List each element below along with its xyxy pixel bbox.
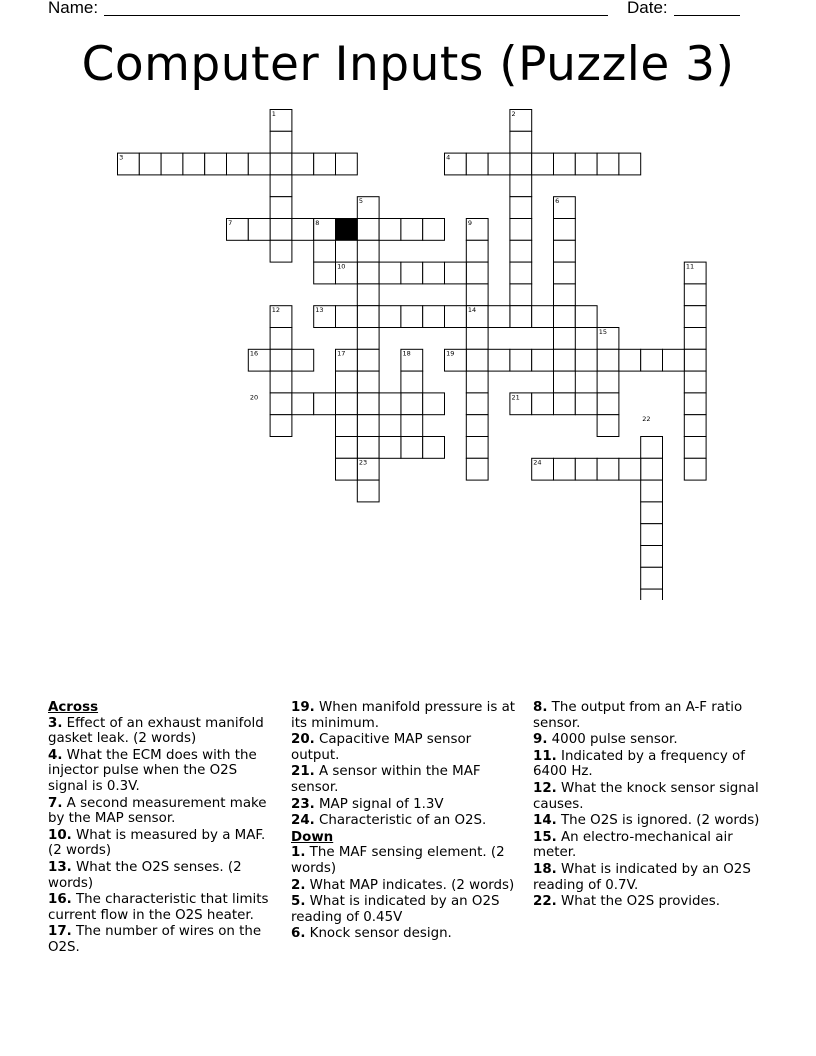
- clue-item-text: The MAF sensing element. (2 words): [291, 845, 505, 876]
- grid-cell[interactable]: [663, 349, 685, 371]
- grid-cell[interactable]: [466, 240, 488, 262]
- grid-cell[interactable]: [466, 306, 488, 328]
- clue-item-text: The output from an A-F ratio sensor.: [533, 700, 743, 731]
- clue-item: [48, 716, 276, 747]
- grid-cell[interactable]: [357, 480, 379, 502]
- grid-cell[interactable]: [510, 153, 532, 175]
- clue-item: [291, 845, 519, 876]
- grid-cell[interactable]: [401, 371, 423, 393]
- grid-cell[interactable]: [466, 349, 488, 371]
- grid-cell[interactable]: [466, 219, 488, 241]
- grid-cell[interactable]: [401, 219, 423, 241]
- grid-cell[interactable]: [314, 306, 336, 328]
- grid-cell[interactable]: [357, 306, 379, 328]
- grid-cell[interactable]: [379, 262, 401, 284]
- grid-cell[interactable]: [510, 306, 532, 328]
- grid-cell[interactable]: [554, 458, 576, 480]
- clue-number: 15: [598, 327, 607, 336]
- grid-cell[interactable]: [357, 437, 379, 459]
- clue-item: [533, 749, 769, 780]
- clue-number: 10: [337, 262, 346, 271]
- clue-item-number: 10.: [48, 827, 72, 843]
- grid-cell[interactable]: [314, 219, 336, 241]
- clue-item-text: The number of wires on the O2S.: [48, 924, 262, 955]
- across-heading: Across: [48, 700, 99, 715]
- black-cell: [336, 219, 358, 241]
- clue-item-number: 19.: [291, 700, 315, 715]
- grid-cell[interactable]: [684, 371, 706, 393]
- grid-cell[interactable]: [357, 197, 379, 219]
- down-clue-list-continued: [533, 700, 769, 910]
- grid-cell[interactable]: [357, 415, 379, 437]
- clue-item-text: When manifold pressure is at its minimum.: [291, 700, 516, 731]
- grid-cell[interactable]: [401, 306, 423, 328]
- clue-number: 7: [228, 218, 233, 227]
- clue-item-number: 5.: [291, 894, 306, 910]
- clue-item: [533, 894, 769, 910]
- grid-cell[interactable]: [379, 306, 401, 328]
- grid-cell[interactable]: [292, 219, 314, 241]
- grid-cell[interactable]: [619, 458, 641, 480]
- grid-cell[interactable]: [510, 110, 532, 132]
- grid-cell[interactable]: [619, 153, 641, 175]
- grid-cell[interactable]: [684, 458, 706, 480]
- clue-item: [48, 796, 276, 827]
- clue-item: [291, 813, 519, 829]
- grid-cell[interactable]: [597, 415, 619, 437]
- grid-cell[interactable]: [423, 437, 445, 459]
- clue-number: 13: [315, 306, 324, 315]
- clue-item-number: 6.: [291, 926, 306, 942]
- clue-item-number: 17.: [48, 924, 72, 940]
- clue-item-number: 16.: [48, 892, 72, 908]
- clue-number: 5: [358, 197, 364, 206]
- clue-number: 18: [402, 349, 411, 358]
- grid-cell[interactable]: [510, 175, 532, 197]
- clue-number: 20: [249, 393, 259, 402]
- clue-item-number: 22.: [533, 894, 557, 910]
- grid-cell[interactable]: [270, 110, 292, 132]
- clue-item: [533, 700, 769, 731]
- grid-cell[interactable]: [575, 349, 597, 371]
- grid-cell[interactable]: [597, 349, 619, 371]
- grid-cell[interactable]: [357, 262, 379, 284]
- grid-cell[interactable]: [554, 349, 576, 371]
- clue-item-number: 14.: [533, 813, 557, 829]
- grid-cell[interactable]: [445, 262, 467, 284]
- grid-cell[interactable]: [248, 153, 270, 175]
- grid-cell[interactable]: [641, 502, 663, 524]
- clue-number: 1: [271, 109, 276, 118]
- clue-item: [291, 878, 519, 894]
- grid-cell[interactable]: [357, 219, 379, 241]
- grid-cell[interactable]: [554, 219, 576, 241]
- grid-cell[interactable]: [445, 306, 467, 328]
- grid-cell[interactable]: [575, 153, 597, 175]
- grid-cell[interactable]: [270, 153, 292, 175]
- grid-cell[interactable]: [554, 284, 576, 306]
- grid-cell[interactable]: [466, 371, 488, 393]
- name-label: Name:: [48, 0, 99, 17]
- grid-cell[interactable]: [270, 393, 292, 415]
- grid-cell[interactable]: [510, 240, 532, 262]
- header: [48, 0, 748, 20]
- clue-item-text: The characteristic that limits current flow in the O2S heater.: [48, 892, 269, 923]
- grid-cell[interactable]: [684, 349, 706, 371]
- clue-item-text: Capacitive MAP sensor output.: [291, 732, 472, 763]
- clue-number: 2: [511, 109, 516, 118]
- grid-cell[interactable]: [466, 437, 488, 459]
- grid-cell[interactable]: [292, 393, 314, 415]
- clue-item-number: 3.: [48, 715, 63, 731]
- grid-cell[interactable]: [466, 328, 488, 350]
- grid-cell[interactable]: [270, 131, 292, 153]
- grid-cell[interactable]: [270, 349, 292, 371]
- grid-cell[interactable]: [510, 349, 532, 371]
- grid-cell[interactable]: [336, 349, 358, 371]
- clue-item-number: 7.: [48, 795, 63, 811]
- clue-item-number: 2.: [291, 877, 306, 893]
- clue-item: [291, 797, 519, 813]
- grid-cell[interactable]: [466, 153, 488, 175]
- grid-cell[interactable]: [270, 306, 292, 328]
- grid-cell[interactable]: [532, 349, 554, 371]
- grid-cell[interactable]: [118, 153, 140, 175]
- grid-cell[interactable]: [357, 349, 379, 371]
- grid-cell[interactable]: [314, 393, 336, 415]
- clue-item-text: What the O2S provides.: [556, 894, 720, 910]
- grid-cell[interactable]: [554, 240, 576, 262]
- grid-cell[interactable]: [466, 415, 488, 437]
- grid-cell[interactable]: [510, 131, 532, 153]
- clue-item: [48, 860, 276, 891]
- grid-cell[interactable]: [575, 306, 597, 328]
- clue-number: 16: [249, 349, 259, 358]
- grid-cell[interactable]: [684, 284, 706, 306]
- grid-cell[interactable]: [684, 262, 706, 284]
- grid-cell[interactable]: [510, 393, 532, 415]
- grid-cell[interactable]: [532, 153, 554, 175]
- grid-cell[interactable]: [597, 393, 619, 415]
- grid-cell[interactable]: [357, 393, 379, 415]
- clue-number: 19: [446, 349, 455, 358]
- grid-cell[interactable]: [488, 306, 510, 328]
- grid-cell[interactable]: [314, 240, 336, 262]
- grid-cell[interactable]: [357, 458, 379, 480]
- clue-item: [291, 894, 519, 925]
- clue-number: 14: [467, 306, 477, 315]
- page-title: Computer Inputs (Puzzle 3): [81, 37, 735, 92]
- grid-cell[interactable]: [270, 328, 292, 350]
- grid-cell[interactable]: [597, 371, 619, 393]
- grid-cell[interactable]: [554, 153, 576, 175]
- clue-item-number: 11.: [533, 748, 557, 764]
- grid-cell[interactable]: [336, 393, 358, 415]
- grid-cell[interactable]: [466, 284, 488, 306]
- grid-cell[interactable]: [641, 480, 663, 502]
- grid-cell[interactable]: [597, 458, 619, 480]
- grid-cell[interactable]: [423, 393, 445, 415]
- clue-item-text: Effect of an exhaust manifold gasket leak. (2 words): [48, 715, 264, 747]
- grid-cell[interactable]: [684, 306, 706, 328]
- grid-cell[interactable]: [161, 153, 183, 175]
- clue-item-text: A second measurement make by the MAP sensor.: [48, 795, 267, 827]
- clue-item-text: What is indicated by an O2S reading of 0.7V.: [533, 861, 751, 893]
- grid-cell[interactable]: [554, 393, 576, 415]
- clue-item-text: What MAP indicates. (2 words): [305, 877, 515, 893]
- grid-cell[interactable]: [554, 197, 576, 219]
- clue-item: [291, 764, 519, 795]
- grid-cell[interactable]: [488, 349, 510, 371]
- clue-item-text: What is measured by a MAF. (2 words): [48, 827, 266, 859]
- grid-cell[interactable]: [510, 262, 532, 284]
- grid-cell[interactable]: [336, 458, 358, 480]
- grid-cell[interactable]: [554, 262, 576, 284]
- date-label: Date:: [627, 0, 668, 17]
- grid-cell[interactable]: [641, 458, 663, 480]
- grid-cell[interactable]: [401, 415, 423, 437]
- clue-number: 11: [685, 262, 695, 271]
- grid-cell[interactable]: [488, 153, 510, 175]
- clue-item: [291, 926, 519, 942]
- clue-item: [291, 700, 519, 731]
- grid-cell[interactable]: [641, 349, 663, 371]
- clue-item: [48, 924, 276, 955]
- clue-number: 4: [446, 153, 451, 162]
- across-clue-list: [48, 716, 276, 956]
- clue-item: [533, 781, 769, 812]
- grid-cell[interactable]: [554, 306, 576, 328]
- clue-item-number: 15.: [533, 829, 557, 845]
- clue-item: [533, 830, 769, 861]
- grid-cell[interactable]: [227, 153, 249, 175]
- down-heading: Down: [291, 829, 334, 845]
- grid-cell[interactable]: [336, 262, 358, 284]
- clue-number: 8: [315, 218, 320, 227]
- clue-number: 3: [119, 153, 124, 162]
- clue-item-number: 20.: [291, 732, 315, 748]
- grid-cell[interactable]: [532, 306, 554, 328]
- grid-cell[interactable]: [641, 524, 663, 546]
- grid-cell[interactable]: [336, 437, 358, 459]
- grid-cell[interactable]: [314, 153, 336, 175]
- grid-cell[interactable]: [423, 219, 445, 241]
- down-clue-list: [291, 845, 519, 942]
- grid-cell[interactable]: [684, 415, 706, 437]
- clue-number: 17: [337, 349, 346, 358]
- clue-item: [533, 732, 769, 748]
- clue-item-number: 18.: [533, 861, 557, 877]
- clue-item-text: MAP signal of 1.3V: [314, 796, 444, 812]
- grid-cell[interactable]: [445, 349, 467, 371]
- grid-cell[interactable]: [336, 415, 358, 437]
- clue-number: 12: [271, 306, 280, 315]
- grid-cell[interactable]: [270, 197, 292, 219]
- grid-cell[interactable]: [641, 589, 663, 600]
- grid-cell[interactable]: [139, 153, 161, 175]
- grid-cell[interactable]: [641, 567, 663, 589]
- grid-cell[interactable]: [575, 458, 597, 480]
- clue-item-text: What is indicated by an O2S reading of 0.45V: [291, 894, 500, 925]
- clue-item: [48, 748, 276, 795]
- grid-cell[interactable]: [423, 262, 445, 284]
- clue-item-text: Characteristic of an O2S.: [314, 813, 487, 829]
- clue-item-number: 23.: [291, 796, 315, 812]
- grid-cell[interactable]: [510, 197, 532, 219]
- grid-cell[interactable]: [270, 415, 292, 437]
- grid-cell[interactable]: [270, 240, 292, 262]
- grid-cell[interactable]: [619, 349, 641, 371]
- grid-cell[interactable]: [401, 393, 423, 415]
- grid-cell[interactable]: [532, 458, 554, 480]
- grid-cell[interactable]: [248, 349, 270, 371]
- grid-cell[interactable]: [684, 437, 706, 459]
- grid-cell[interactable]: [227, 219, 249, 241]
- clue-item: [291, 732, 519, 763]
- clue-item-number: 12.: [533, 780, 557, 796]
- grid-cell[interactable]: [336, 153, 358, 175]
- grid-cell[interactable]: [641, 437, 663, 459]
- grid-cell[interactable]: [575, 393, 597, 415]
- clue-number: 24: [533, 458, 542, 467]
- clue-number: 6: [555, 197, 560, 206]
- clues-column-3: [533, 700, 769, 911]
- clue-item-number: 1.: [291, 845, 306, 861]
- grid-cell[interactable]: [292, 349, 314, 371]
- clue-item: [533, 862, 769, 893]
- grid-cell[interactable]: [379, 393, 401, 415]
- across-clue-list-continued: [291, 700, 519, 829]
- clue-number: 23: [358, 458, 368, 467]
- grid-cell[interactable]: [597, 153, 619, 175]
- clue-item-number: 9.: [533, 732, 548, 748]
- grid-cell[interactable]: [270, 175, 292, 197]
- clue-item-text: 4000 pulse sensor.: [547, 732, 678, 748]
- clue-item-number: 4.: [48, 747, 63, 763]
- grid-cell[interactable]: [684, 328, 706, 350]
- grid-cell[interactable]: [466, 262, 488, 284]
- clue-item-text: The O2S is ignored. (2 words): [556, 813, 760, 829]
- grid-cell[interactable]: [314, 262, 336, 284]
- clue-item-text: Knock sensor design.: [305, 926, 452, 942]
- clue-number: 9: [467, 218, 473, 227]
- grid-cell[interactable]: [379, 437, 401, 459]
- clue-item-text: A sensor within the MAF sensor.: [291, 764, 481, 795]
- grid-cell[interactable]: [357, 328, 379, 350]
- clue-item-text: An electro-mechanical air meter.: [533, 829, 733, 861]
- grid-cell[interactable]: [510, 284, 532, 306]
- grid-cell[interactable]: [270, 371, 292, 393]
- grid-cell[interactable]: [554, 328, 576, 350]
- grid-cell[interactable]: [401, 262, 423, 284]
- grid-cell[interactable]: [292, 153, 314, 175]
- grid-cell[interactable]: [270, 219, 292, 241]
- date-field-line[interactable]: [674, 15, 740, 16]
- clue-item-number: 13.: [48, 859, 72, 875]
- grid-cell[interactable]: [401, 349, 423, 371]
- clues-column-2: [291, 700, 519, 943]
- name-field-line[interactable]: [104, 15, 608, 16]
- clue-item-number: 24.: [291, 813, 315, 829]
- grid-cell[interactable]: [445, 153, 467, 175]
- grid-cell[interactable]: [205, 153, 227, 175]
- clue-item-text: What the O2S senses. (2 words): [48, 859, 242, 891]
- grid-cell[interactable]: [641, 546, 663, 568]
- grid-cell[interactable]: [357, 284, 379, 306]
- grid-cell[interactable]: [532, 393, 554, 415]
- clue-item-number: 8.: [533, 700, 548, 715]
- clue-item: [48, 828, 276, 859]
- clue-item-text: What the ECM does with the injector pulse when the O2S signal is 0.3V.: [48, 747, 257, 794]
- grid-cell[interactable]: [357, 240, 379, 262]
- grid-cell[interactable]: [554, 371, 576, 393]
- grid-cell[interactable]: [357, 371, 379, 393]
- clue-number: 21: [511, 393, 520, 402]
- clue-item-number: 21.: [291, 764, 315, 780]
- clues-column-1: [48, 700, 276, 957]
- clue-item-text: What the knock sensor signal causes.: [533, 780, 759, 812]
- grid-cell[interactable]: [248, 219, 270, 241]
- grid-cell[interactable]: [510, 219, 532, 241]
- clue-number: 22: [642, 415, 651, 424]
- grid-cell[interactable]: [336, 306, 358, 328]
- grid-cell[interactable]: [466, 393, 488, 415]
- grid-cell[interactable]: [401, 437, 423, 459]
- grid-cell[interactable]: [597, 328, 619, 350]
- grid-cell[interactable]: [183, 153, 205, 175]
- grid-cell[interactable]: [466, 458, 488, 480]
- grid-cell[interactable]: [423, 306, 445, 328]
- clue-item: [48, 892, 276, 923]
- clue-item-text: Indicated by a frequency of 6400 Hz.: [533, 748, 745, 780]
- grid-cell[interactable]: [336, 371, 358, 393]
- grid-cell[interactable]: [684, 393, 706, 415]
- grid-cell[interactable]: [379, 219, 401, 241]
- clue-item: [533, 813, 769, 829]
